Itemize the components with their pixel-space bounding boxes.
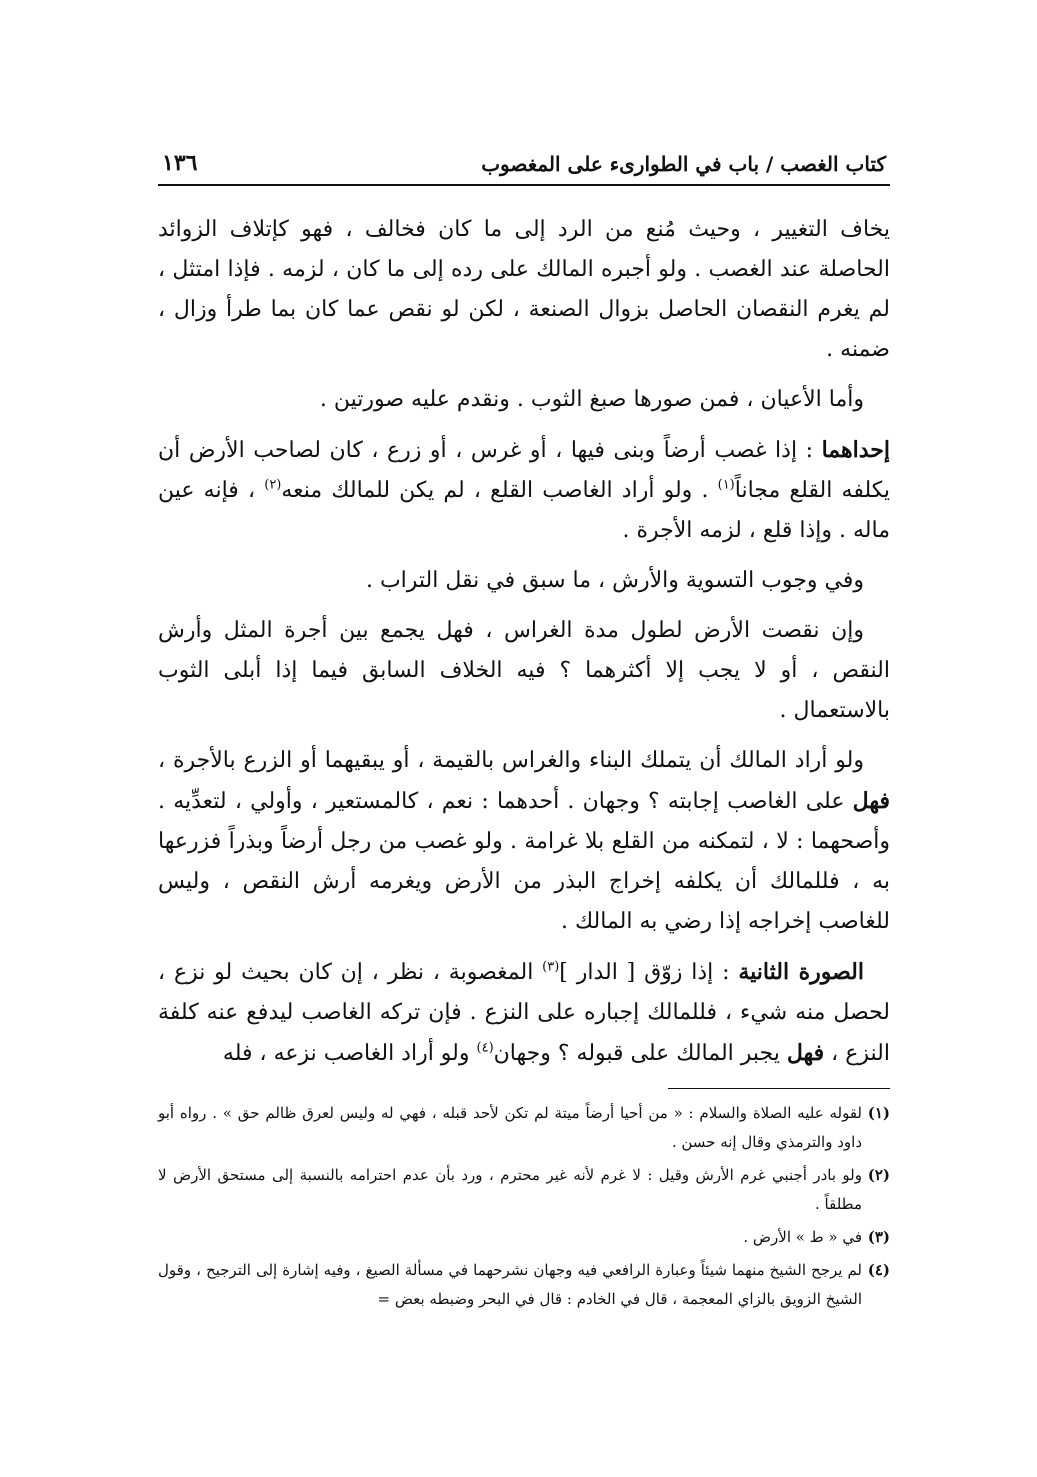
footnote-ref-1[interactable]: (١) [717, 477, 735, 493]
paragraph-1: يخاف التغيير ، وحيث مُنع من الرد إلى ما كان فخالف ، فهو كإتلاف الزوائد الحاصلة عند الغصب . ولو أجبره المالك على رده إلى ما كان ، لزمه . فإذا امتثل ، لم يغرم النقصان الحاصل بزوال الصنعة ، لكن لو نقص عما كان بما طرأ وزال ، ضمنه . [158, 217, 890, 362]
page-header [158, 140, 890, 186]
footnote-3 [158, 1223, 890, 1252]
footnote-2 [158, 1161, 890, 1219]
footnote-number: (٤) [867, 1261, 890, 1279]
paragraph-7-lead: الصورة الثانية [738, 959, 864, 985]
paragraph-7-text-c: يجبر المالك على قبوله ؟ وجهان [493, 1041, 787, 1066]
paragraph-6 [158, 741, 890, 942]
footnotes-section [158, 1099, 890, 1314]
footnote-ref-4[interactable]: (٤) [476, 1040, 494, 1056]
footnote-divider [668, 1088, 890, 1089]
footnote-4 [158, 1256, 890, 1314]
footnote-text: لم يرجح الشيخ منهما شيئاً وعبارة الرافعي فيه وجهان نشرحهما في مسألة الصيغ ، وفيه إشارة إلى الترجيح ، وقول الشيخ الزويق بالزاي المعجمة ، قال في الخادم : قال في البحر وضبطه بعض = [158, 1261, 862, 1308]
footnote-text: في « ط » الأرض . [743, 1228, 862, 1246]
footnote-number: (٢) [867, 1166, 890, 1184]
paragraph-7-bold-question: فهل [786, 1040, 825, 1066]
paragraph-3-text-b: . ولو أراد الغاصب القلع ، لم يكن للمالك منعه [281, 478, 718, 503]
paragraph-7-text-d: ولو أراد الغاصب نزعه ، فله [222, 1041, 477, 1066]
page-number: ١٣٦ [162, 150, 198, 176]
running-title: كتاب الغصب / باب في الطوارىء على المغصوب [481, 152, 886, 176]
paragraph-7 [158, 952, 890, 1074]
paragraph-6-text-b: على الغاصب إجابته ؟ وجهان . أحدهما : نعم ، كالمستعير ، وأولي ، لتعدِّيه . وأصحهما : لا ، لتمكنه من القلع بلا غرامة . ولو غصب من رجل أرضاً وبذراً فزرعها به ، فللمالك أن يكلفه إخراج البذر من الأرض ويغرمه أرش النقص ، وليس للغاصب إخراجه إذا رضي به المالك . [158, 789, 890, 934]
paragraph-5: وإن نقصت الأرض لطول مدة الغراس ، فهل يجمع بين أجرة المثل وأرش النقص ، أو لا يجب إلا أكثرهما ؟ فيه الخلاف السابق فيما إذا أبلى الثوب بالاستعمال . [158, 618, 890, 723]
paragraph-3-lead: إحداهما [821, 437, 890, 463]
footnote-1 [158, 1099, 890, 1157]
footnote-ref-3[interactable]: (٣) [542, 959, 560, 975]
paragraph-6-bold-question: فهل [852, 788, 890, 814]
footnote-text: لقوله عليه الصلاة والسلام : « من أحيا أرضاً ميتة لم تكن لأحد قبله ، فهي له وليس لعرق ظالم حق » . رواه أبو داود والترمذي وقال إنه حسن . [158, 1104, 862, 1151]
footnote-text: ولو بادر أجنبي غرم الأرش وقيل : لا غرم لأنه غير محترم ، ورد بأن عدم احترامه بالنسبة إلى مستحق الأرض لا مطلقاً . [158, 1166, 862, 1213]
paragraph-2: وأما الأعيان ، فمن صورها صبغ الثوب . ونقدم عليه صورتين . [319, 387, 864, 412]
paragraph-7-text-a: : إذا زوّق [ الدار ] [559, 960, 739, 985]
paragraph-3 [158, 430, 890, 551]
paragraph-3-text-c: ، فإنه عين ماله . وإذا قلع ، لزمه الأجرة . [158, 478, 890, 543]
footnote-number: (١) [867, 1104, 890, 1122]
paragraph-3-text-a: : إذا غصب أرضاً وبنى فيها ، أو غرس ، أو زرع ، كان لصاحب الأرض أن يكلفه القلع مجاناً [158, 438, 891, 503]
paragraph-7-text-b: المغصوبة ، نظر ، إن كان بحيث لو نزع ، لحصل منه شيء ، فللمالك إجباره على النزع . فإن تركه الغاصب ليدفع عنه كلفة النزع ، [158, 960, 890, 1066]
book-page [158, 140, 890, 1318]
paragraph-6-text-a: ولو أراد المالك أن يتملك البناء والغراس بالقيمة ، أو يبقيهما أو الزرع بالأجرة ، [158, 748, 864, 773]
footnote-ref-2[interactable]: (٢) [264, 477, 282, 493]
paragraph-4: وفي وجوب التسوية والأرش ، ما سبق في نقل التراب . [365, 568, 864, 593]
main-text [158, 210, 890, 1074]
footnote-number: (٣) [867, 1228, 890, 1246]
